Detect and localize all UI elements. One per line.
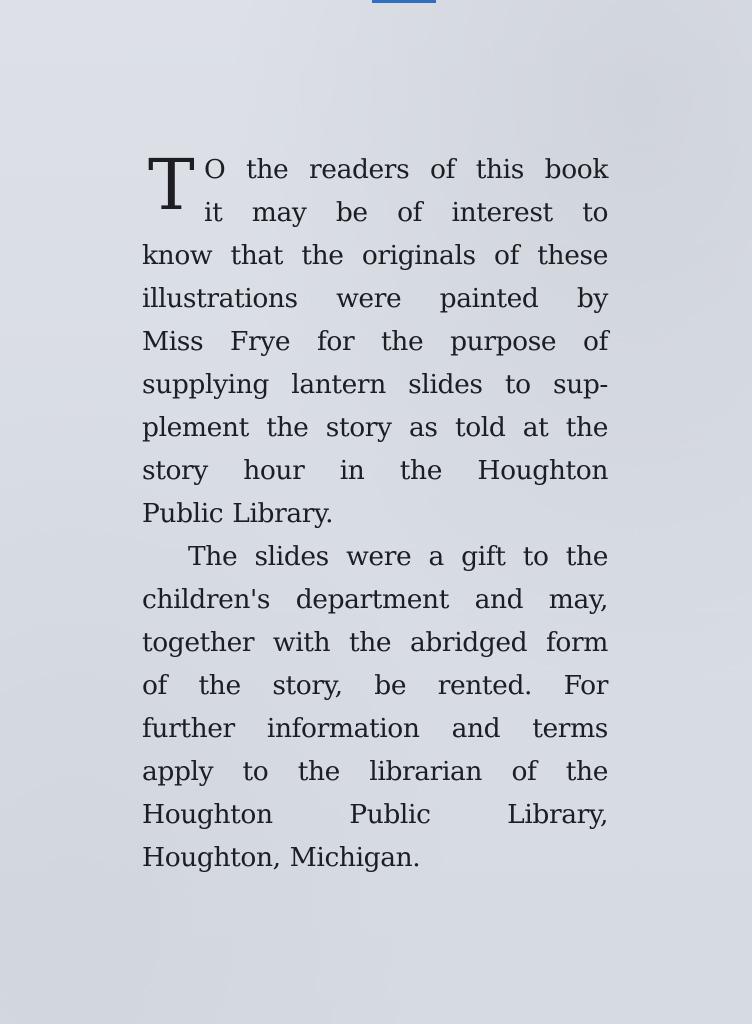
text-line: O the readers of this book (204, 154, 608, 185)
text-line: of the story, be rented. For (142, 670, 608, 701)
drop-cap: T (148, 144, 195, 226)
page-edge-tab (372, 0, 436, 3)
text-line: together with the abridged form (142, 627, 608, 658)
text-line: illustrations were painted by (142, 283, 608, 314)
text-line: plement the story as told at the (142, 412, 608, 443)
text-line: further information and terms (142, 713, 608, 744)
text-line: supplying lantern slides to sup- (142, 369, 608, 400)
paragraph-1 (142, 144, 608, 535)
text-line: it may be of interest to (204, 197, 608, 228)
text-line: The slides were a gift to the (188, 541, 608, 572)
notice-text (142, 144, 608, 879)
text-line: Houghton Public Library, (142, 799, 608, 830)
text-line: story hour in the Houghton (142, 455, 608, 486)
text-line: Houghton, Michigan. (142, 842, 421, 873)
text-line: know that the originals of these (142, 240, 608, 271)
paragraph-2 (142, 535, 608, 879)
text-line: Public Library. (142, 498, 334, 529)
text-line: Miss Frye for the purpose of (142, 326, 608, 357)
text-line: children's department and may, (142, 584, 608, 615)
text-line: apply to the librarian of the (142, 756, 608, 787)
